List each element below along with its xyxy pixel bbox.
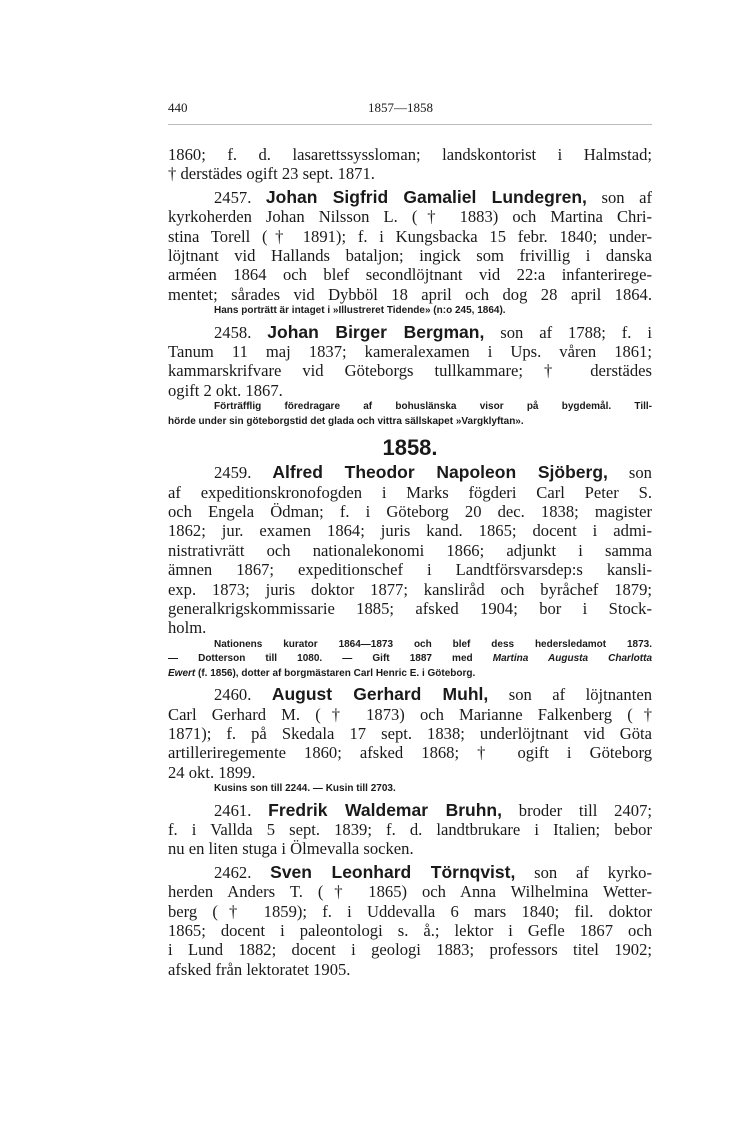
page-body [168,145,652,979]
text-fragment: (f. 1856), dotter af borgmästaren Carl Henric E. i Göteborg. [198,667,476,679]
entry-first-line [168,463,652,482]
continued-entry [168,145,652,184]
text-fragment: son af [601,187,652,207]
entry-name: Johan Sigfrid Gamaliel Lundegren, [265,187,587,207]
text-line: herden Anders T. († 1865) och Anna Wilhelmina Wetter- [168,882,652,902]
text-fragment: son af löjtnanten [508,685,652,705]
text-line: exp. 1873; juris doktor 1877; kansliråd och byråchef 1879; [168,579,652,599]
entry-name: Alfred Theodor Napoleon Sjöberg, [272,463,608,483]
entry-2458 [168,323,652,430]
text-line: nu en liten stuga i Ölmevalla socken. [168,839,414,859]
text-line: stina Torell († 1891); f. i Kungsbacka 15 febr. 1840; under- [168,226,652,246]
year-heading: 1858. [382,435,438,461]
text-line: af expeditionskronofogden i Marks fögderi Carl Peter S. [168,482,652,502]
running-title: 1857—1858 [368,100,433,115]
entry-note: hörde under sin göteborgstid det glada och vittra sällskapet »Vargklyftan». [168,415,524,427]
entry-first-line [168,685,652,704]
text-line: och Engela Ödman; f. i Göteborg 20 dec. 1838; magister [168,501,652,521]
text-line: Carl Gerhard M. († 1873) och Marianne Falkenberg († [168,704,652,724]
text-line: 1871); f. på Skedala 17 sept. 1838; underlöjtnant vid Göta [168,723,652,743]
text-line: generalkrigskommissarie 1885; afsked 1904; bor i Stock- [168,598,652,618]
spouse-name: Martina Augusta Charlotta [492,653,652,665]
text-line: † derstädes ogift 23 sept. 1871. [168,164,375,184]
entry-name: Johan Birger Bergman, [267,322,485,342]
entry-first-line [168,801,652,820]
entry-first-line [168,323,652,342]
text-line: ämnen 1867; expeditionschef i Landtförsvarsdep:s kansli- [168,560,652,580]
entry-note: Hans porträtt är intaget i »Illustreret Tidende» (n:o 245, 1864). [214,305,506,317]
entry-name: Fredrik Waldemar Bruhn, [268,800,502,820]
entry-number: 2458. [214,322,252,342]
text-fragment: — Dotterson till 1080. — Gift 1887 med [168,653,473,665]
text-line: i Lund 1882; docent i geologi 1883; professors titel 1902; [168,940,652,960]
text-line: holm. [168,618,207,638]
entry-first-line [168,188,652,207]
text-fragment: broder till 2407; [518,800,652,820]
text-line: kammarskrifvare vid Göteborgs tullkammare; † derstädes [168,361,652,381]
entry-name: Sven Leonhard Törnqvist, [270,862,516,882]
spouse-surname: Ewert [168,667,196,679]
entry-note [168,652,652,667]
entry-note: Kusins son till 2244. — Kusin till 2703. [214,783,396,795]
text-line: 1865; docent i paleontologi s. å.; lektor i Gefle 1867 och [168,921,652,940]
page-number: 440 [168,100,188,115]
entry-number: 2459. [214,463,252,483]
entry-number: 2462. [214,862,252,882]
text-line: ogift 2 okt. 1867. [168,380,283,400]
text-line: berg († 1859); f. i Uddevalla 6 mars 1840; fil. doktor [168,901,652,921]
text-line: 1862; jur. examen 1864; juris kand. 1865; docent i admi- [168,521,652,541]
text-line: nistrativrätt och nationalekonomi 1866; adjunkt i samma [168,540,652,560]
text-fragment: son af kyrko- [534,862,652,882]
text-line: 1860; f. d. lasarettssyssloman; landskontorist i Halmstad; [168,145,652,164]
entry-first-line [168,863,652,882]
header-rule [168,124,652,125]
entry-number: 2461. [214,800,252,820]
entry-number: 2460. [214,685,252,705]
text-line: arméen 1864 och blef secondlöjtnant vid 22:a infanterirege- [168,265,652,285]
text-line: kyrkoherden Johan Nilsson L. († 1883) och Martina Chri- [168,207,652,227]
entry-2460 [168,685,652,796]
entry-2459 [168,463,652,681]
text-fragment: son [628,463,652,483]
text-line: mentet; sårades vid Dybböl 18 april och dog 28 april 1864. [168,284,652,304]
running-header [168,100,652,116]
entry-note: Nationens kurator 1864—1873 och blef dess hedersledamot 1873. [214,638,652,650]
text-line: artilleriregemente 1860; afsked 1868; † ogift i Göteborg [168,743,652,763]
entry-2457 [168,188,652,319]
entry-note [168,667,652,682]
text-line: afsked från lektoratet 1905. [168,959,351,979]
text-line: Tanum 11 maj 1837; kameralexamen i Ups. våren 1861; [168,342,652,362]
text-line: löjtnant vid Hallands bataljon; ingick som frivillig i danska [168,245,652,265]
entry-2461 [168,801,652,859]
text-line: 24 okt. 1899. [168,762,256,782]
entry-note: Förträfflig föredragare af bohuslänska visor på bygdemål. Till- [214,401,652,413]
text-line: f. i Vallda 5 sept. 1839; f. d. landtbrukare i Italien; bebor [168,820,652,840]
text-fragment: son af 1788; f. i [500,322,652,342]
entry-2462 [168,863,652,979]
entry-number: 2457. [214,187,252,207]
entry-name: August Gerhard Muhl, [271,685,489,705]
